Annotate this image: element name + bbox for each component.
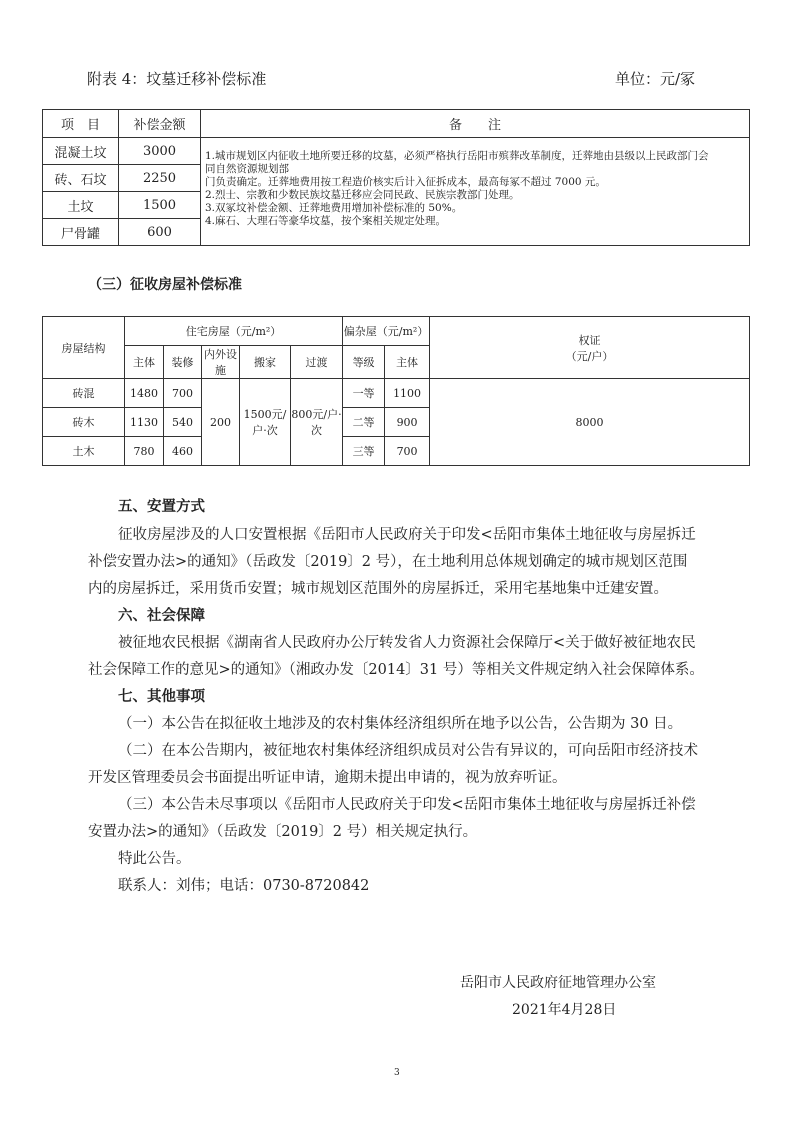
header-item: 项 目: [43, 110, 119, 138]
note-line: 3.双冢坟补偿金额、迁葬地费用增加补偿标准的 50%。: [205, 202, 463, 214]
shed-main-price: 900: [385, 408, 430, 437]
grave-type: 尸骨罐: [43, 219, 119, 246]
notes-cell: [201, 138, 750, 246]
paragraph-line: 社会保障工作的意见>的通知》（湘政办发〔2014〕31 号）等相关文件规定纳入社会保障体系。: [88, 662, 704, 678]
certificate-price: 8000: [430, 379, 750, 466]
header-amount: 补偿金额: [119, 110, 201, 138]
structure-type: 砖木: [43, 408, 125, 437]
page-number: 3: [394, 1068, 400, 1078]
note-line: 1.城市规划区内征收土地所要迁移的坟墓，必须严格执行岳阳市殡葬改革制度，迁葬地由县级以上民政部门会: [205, 150, 709, 162]
grave-type: 混凝土坟: [43, 138, 119, 165]
structure-type: 砖混: [43, 379, 125, 408]
main-price: 1480: [125, 379, 164, 408]
paragraph-line: （二）在本公告期内，被征地农村集体经济组织成员对公告有异议的，可向岳阳市经济技术: [118, 743, 698, 759]
facility-price: 200: [202, 379, 240, 466]
shed-main-price: 700: [385, 437, 430, 466]
decoration-price: 540: [164, 408, 202, 437]
header-main: 主体: [125, 346, 164, 379]
shed-grade: 三等: [343, 437, 385, 466]
header-certificate: [430, 317, 750, 379]
decoration-price: 700: [164, 379, 202, 408]
main-price: 780: [125, 437, 164, 466]
note-line: 同自然资源规划部: [205, 163, 289, 175]
header-shed-main: 主体: [385, 346, 430, 379]
signature-date: 2021年4月28日: [512, 1002, 617, 1018]
note-line: 4.麻石、大理石等豪华坟墓，按个案相关规定处理。: [205, 215, 447, 227]
grave-amount: 600: [119, 219, 201, 246]
header-shed: 偏杂屋（元/m²）: [343, 317, 430, 346]
paragraph-line: 补偿安置办法>的通知》（岳政发〔2019〕2 号），在土地利用总体规划确定的城市规划区范围: [88, 554, 688, 570]
note-line: 2.烈士、宗教和少数民族坟墓迁移应会同民政、民族宗教部门处理。: [205, 189, 520, 201]
header-grade: 等级: [343, 346, 385, 379]
paragraph-line: 安置办法>的通知》（岳政发〔2019〕2 号）相关规定执行。: [88, 824, 478, 840]
header-transition: 过渡: [291, 346, 343, 379]
note-line: 门负责确定。迁葬地费用按工程造价核实后计入征拆成本，最高每冢不超过 7000 元。: [205, 176, 606, 188]
contact-info: 联系人：刘伟；电话：0730-8720842: [118, 878, 370, 894]
shed-grade: 一等: [343, 379, 385, 408]
paragraph-line: 征收房屋涉及的人口安置根据《岳阳市人民政府关于印发<岳阳市集体土地征收与房屋拆迁: [118, 527, 696, 543]
closing-text: 特此公告。: [118, 851, 191, 867]
paragraph-line: （三）本公告未尽事项以《岳阳市人民政府关于印发<岳阳市集体土地征收与房屋拆迁补偿: [118, 797, 696, 813]
header-moving: 搬家: [240, 346, 291, 379]
transition-price: 800元/户·次: [291, 379, 343, 466]
grave-type: 土坟: [43, 192, 119, 219]
header-certificate-label: 权证: [578, 333, 601, 347]
table-row: [43, 379, 750, 408]
grave-compensation-table: [42, 109, 750, 246]
grave-type: 砖、石坟: [43, 165, 119, 192]
paragraph-line: 被征地农民根据《湖南省人民政府办公厅转发省人力资源社会保障厅<关于做好被征地农民: [118, 635, 696, 651]
paragraph-line: 开发区管理委员会书面提出听证申请，逾期未提出申请的，视为放弃听证。: [88, 770, 567, 786]
shed-grade: 二等: [343, 408, 385, 437]
moving-price: 1500元/户·次: [240, 379, 291, 466]
decoration-price: 460: [164, 437, 202, 466]
paragraph-line: （一）本公告在拟征收土地涉及的农村集体经济组织所在地予以公告，公告期为 30 日。: [118, 716, 683, 732]
header-residential: 住宅房屋（元/m²）: [125, 317, 343, 346]
section-6-title: 六、社会保障: [118, 607, 205, 624]
header-decoration: 装修: [164, 346, 202, 379]
attachment-title: 附表 4：坟墓迁移补偿标准: [87, 70, 267, 88]
house-compensation-table: [42, 316, 750, 466]
grave-amount: 1500: [119, 192, 201, 219]
header-facility: 内外设施: [202, 346, 240, 379]
grave-amount: 3000: [119, 138, 201, 165]
unit-label: 单位：元/冢: [614, 70, 695, 88]
header-structure: 房屋结构: [43, 317, 125, 379]
table-row: [43, 138, 750, 165]
section-3-title: （三）征收房屋补偿标准: [88, 277, 242, 293]
paragraph-line: 内的房屋拆迁，采用货币安置；城市规划区范围外的房屋拆迁，采用宅基地集中迁建安置。: [88, 581, 668, 597]
header-notes: 备 注: [201, 110, 750, 138]
shed-main-price: 1100: [385, 379, 430, 408]
grave-amount: 2250: [119, 165, 201, 192]
main-price: 1130: [125, 408, 164, 437]
section-7-title: 七、其他事项: [118, 688, 205, 705]
structure-type: 土木: [43, 437, 125, 466]
signature-org: 岳阳市人民政府征地管理办公室: [460, 975, 656, 991]
section-5-title: 五、安置方式: [118, 498, 205, 515]
header-certificate-unit: （元/户）: [565, 349, 614, 363]
